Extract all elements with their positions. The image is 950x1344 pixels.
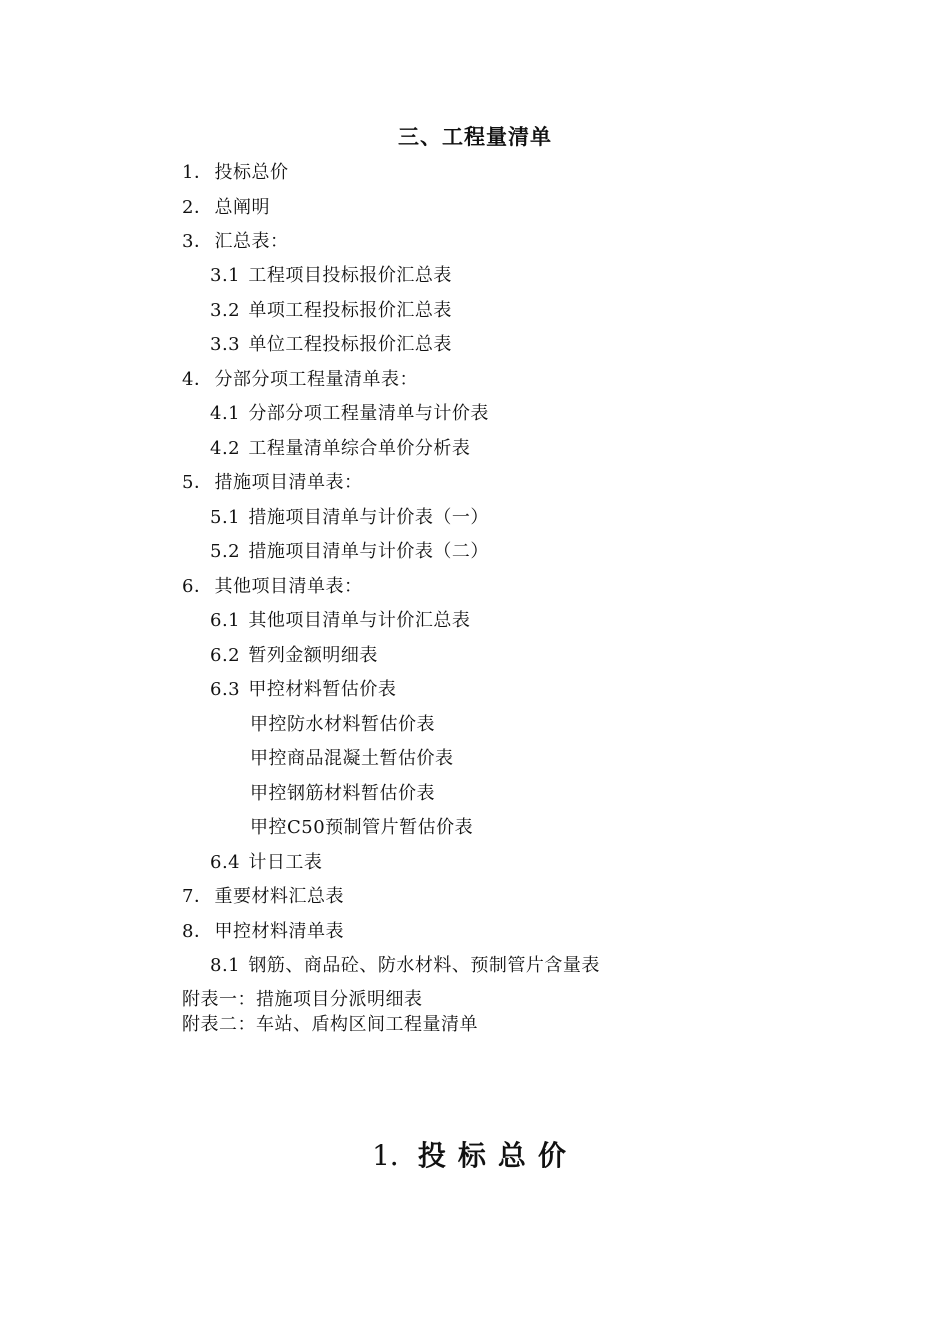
toc-text: 单项工程投标报价汇总表 (248, 300, 452, 321)
toc-text: 甲控商品混凝土暂估价表 (250, 748, 454, 769)
toc-number: 3.3 (210, 334, 241, 355)
toc-item-4-2 (210, 437, 470, 461)
toc-item-1 (182, 161, 288, 185)
toc-item-6-3 (210, 678, 396, 702)
toc-number: 6． (182, 576, 213, 597)
toc-item-6 (182, 575, 362, 599)
toc-number: 6.3 (210, 679, 241, 700)
toc-item-5-2 (210, 540, 489, 564)
toc-text: 分部分项工程量清单表： (214, 369, 418, 390)
toc-item-3-2 (210, 299, 452, 323)
toc-text: 甲控钢筋材料暂估价表 (250, 783, 435, 804)
toc-item-5-1 (210, 506, 489, 530)
page-title: 三、工程量清单 (398, 125, 552, 149)
toc-text: 其他项目清单表： (214, 576, 363, 597)
toc-subitem-rebar (250, 782, 435, 806)
toc-text: 甲控材料暂估价表 (248, 679, 397, 700)
toc-number: 4.1 (210, 403, 241, 424)
toc-subitem-waterproof (250, 713, 435, 737)
toc-number: 4.2 (210, 438, 241, 459)
toc-item-6-1 (210, 609, 470, 633)
toc-text: 重要材料汇总表 (214, 886, 344, 907)
toc-item-7 (182, 885, 344, 909)
toc-text: 汇总表： (214, 231, 289, 252)
toc-item-4-1 (210, 402, 489, 426)
toc-number: 3.2 (210, 300, 241, 321)
section-heading-text: 投标总价 (417, 1139, 578, 1172)
toc-number: 3.1 (210, 265, 241, 286)
toc-item-3 (182, 230, 288, 254)
section-heading-number: 1． (372, 1139, 418, 1172)
toc-text: 单位工程投标报价汇总表 (248, 334, 452, 355)
toc-number: 8.1 (210, 955, 241, 976)
toc-text: 其他项目清单与计价汇总表 (248, 610, 471, 631)
toc-text: 工程量清单综合单价分析表 (248, 438, 471, 459)
toc-item-8 (182, 920, 344, 944)
toc-number: 5.1 (210, 507, 241, 528)
toc-number: 6.1 (210, 610, 241, 631)
toc-item-3-3 (210, 333, 452, 357)
toc-number: 6.2 (210, 645, 241, 666)
toc-text: 钢筋、商品砼、防水材料、预制管片含量表 (248, 955, 600, 976)
toc-item-8-1 (210, 954, 600, 978)
appendix-item-1: 附表一：措施项目分派明细表 (182, 989, 423, 1010)
toc-text: 暂列金额明细表 (248, 645, 378, 666)
toc-number: 2． (182, 197, 213, 218)
toc-number: 1． (182, 162, 213, 183)
toc-text: 措施项目清单与计价表（二） (248, 541, 489, 562)
toc-number: 5． (182, 472, 213, 493)
section-heading (0, 1136, 950, 1176)
toc-number: 3． (182, 231, 213, 252)
toc-text: 总阐明 (214, 197, 270, 218)
toc-text: 措施项目清单表： (214, 472, 363, 493)
toc-number: 5.2 (210, 541, 241, 562)
toc-text: 甲控防水材料暂估价表 (250, 714, 435, 735)
toc-item-4 (182, 368, 418, 392)
toc-text: 甲控C50预制管片暂估价表 (250, 817, 474, 838)
toc-item-5 (182, 471, 362, 495)
toc-subitem-concrete (250, 747, 454, 771)
toc-number: 4． (182, 369, 213, 390)
toc-text: 工程项目投标报价汇总表 (248, 265, 452, 286)
toc-text: 分部分项工程量清单与计价表 (248, 403, 489, 424)
toc-item-6-2 (210, 644, 378, 668)
toc-number: 8． (182, 921, 213, 942)
toc-text: 计日工表 (248, 852, 323, 873)
toc-item-2 (182, 196, 270, 220)
toc-text: 措施项目清单与计价表（一） (248, 507, 489, 528)
toc-item-6-4 (210, 851, 322, 875)
toc-number: 6.4 (210, 852, 241, 873)
toc-text: 投标总价 (214, 162, 289, 183)
toc-number: 7． (182, 886, 213, 907)
appendix-item-2: 附表二：车站、盾构区间工程量清单 (182, 1014, 478, 1035)
toc-text: 甲控材料清单表 (214, 921, 344, 942)
toc-subitem-segment (250, 816, 473, 840)
toc-item-3-1 (210, 264, 452, 288)
